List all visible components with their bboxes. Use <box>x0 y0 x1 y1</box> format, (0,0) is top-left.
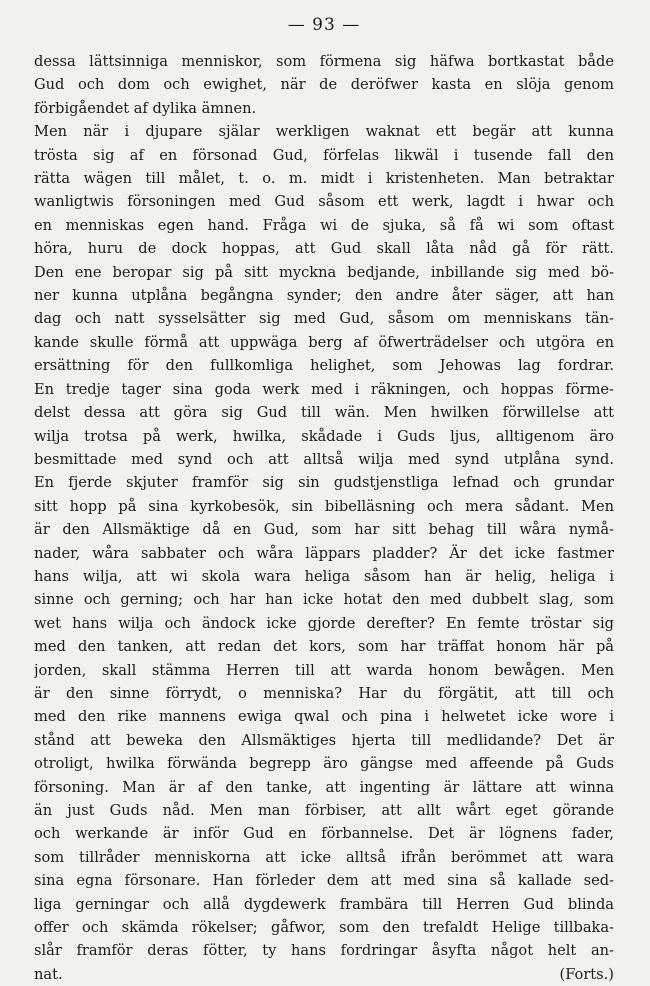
text-line: med den rike mannens ewiga qwal och pina i helwetet icke wore i <box>34 708 614 726</box>
text-line: sitt hopp på sina kyrkobesök, sin bibelläsning och mera sådant. Men <box>34 497 614 515</box>
text-line: En fjerde skjuter framför sig sin gudstjenstliga lefnad och grundar <box>34 474 614 492</box>
text-line: rätta wägen till målet, t. o. m. midt i kristenheten. Man betraktar <box>34 170 614 188</box>
text-line: Gud och dom och ewighet, när de deröfwer kasta en slöja genom <box>34 76 614 94</box>
text-line: Den ene beropar sig på sitt myckna bedjande, inbillande sig med bö- <box>34 263 614 281</box>
text-line: jorden, skall stämma Herren till att warda honom bewågen. Men <box>34 661 614 679</box>
text-line: trösta sig af en försonad Gud, förfelas likwäl i tusende fall den <box>34 146 614 164</box>
text-line: med den tanken, att redan det kors, som har träffat honom här på <box>34 638 614 656</box>
text-line: liga gerningar och allå dygdewerk frambära till Herren Gud blinda <box>34 895 614 913</box>
text-line: förbigåendet af dylika ämnen. <box>34 99 257 117</box>
text-line: Men när i djupare själar werkligen waknat ett begär att kunna <box>34 123 614 141</box>
text-line: dag och natt sysselsätter sig med Gud, såsom om menniskans tän- <box>34 310 614 328</box>
text-line: en menniskas egen hand. Fråga wi de sjuka, så få wi som oftast <box>34 216 614 234</box>
text-line: En tredje tager sina goda werk med i räkningen, och hoppas förme- <box>34 380 614 398</box>
text-line: ner kunna utplåna begångna synder; den andre åter säger, att han <box>34 287 614 305</box>
text-line: delst dessa att göra sig Gud till wän. Men hwilken förwillelse att <box>34 404 614 422</box>
page-number: — 93 — <box>287 15 361 35</box>
text-line: otroligt, hwilka förwända begrepp äro gängse med affeende på Guds <box>34 755 614 773</box>
text-line: sina egna försonare. Han förleder dem att med sina så kallade sed- <box>34 872 614 890</box>
text-line: är den sinne förrydt, o menniska? Har du förgätit, att till och <box>34 684 614 702</box>
text-line: hans wilja, att wi skola wara heliga såsom han är helig, heliga i <box>34 567 614 585</box>
text-line: som tillråder menniskorna att icke alltså ifrån berömmet att wara <box>34 848 614 866</box>
text-line: och werkande är inför Gud en förbannelse. Det är lögnens fader, <box>34 825 614 843</box>
text-line: wet hans wilja och ändock icke gjorde derefter? En femte tröstar sig <box>34 614 614 632</box>
text-line: försoning. Man är af den tanke, att ingenting är lättare att winna <box>34 778 614 796</box>
closing-line <box>34 963 614 986</box>
last-line-text: nat. <box>34 965 63 983</box>
text-line: nader, wåra sabbater och wåra läppars pladder? Är det icke fastmer <box>34 544 614 562</box>
body-text <box>34 50 614 986</box>
continuation-note: (Forts.) <box>559 965 614 983</box>
text-line: höra, huru de dock hoppas, att Gud skall låta nåd gå för rätt. <box>34 240 614 258</box>
text-line: offer och skämda rökelser; gåfwor, som den trefaldt Helige tillbaka- <box>34 919 614 937</box>
text-line: kande skulle förmå att uppwäga berg af öfwerträdelser och utgöra en <box>34 333 614 351</box>
text-line: wilja trotsa på werk, hwilka, skådade i Guds ljus, alltigenom äro <box>34 427 614 445</box>
text-line: ersättning för den fullkomliga helighet, som Jehowas lag fordrar. <box>34 357 614 375</box>
text-line: stånd att beweka den Allsmäktiges hjerta till medlidande? Det är <box>34 731 614 749</box>
text-line: sinne och gerning; och har han icke hotat den med dubbelt slag, som <box>34 591 614 609</box>
text-line: slår framför deras fötter, ty hans fordringar åsyfta något helt an- <box>34 942 614 960</box>
text-line: besmittade med synd och att alltså wilja med synd utplåna synd. <box>34 450 614 468</box>
text-line: än just Guds nåd. Men man förbiser, att allt wårt eget görande <box>34 802 614 819</box>
text-line: dessa lättsinniga menniskor, som förmena sig häfwa bortkastat både <box>34 53 614 70</box>
text-line: är den Allsmäktige då en Gud, som har sitt behag till wåra nymå- <box>34 521 614 539</box>
text-line: wanligtwis försoningen med Gud såsom ett werk, lagdt i hwar och <box>34 193 614 211</box>
